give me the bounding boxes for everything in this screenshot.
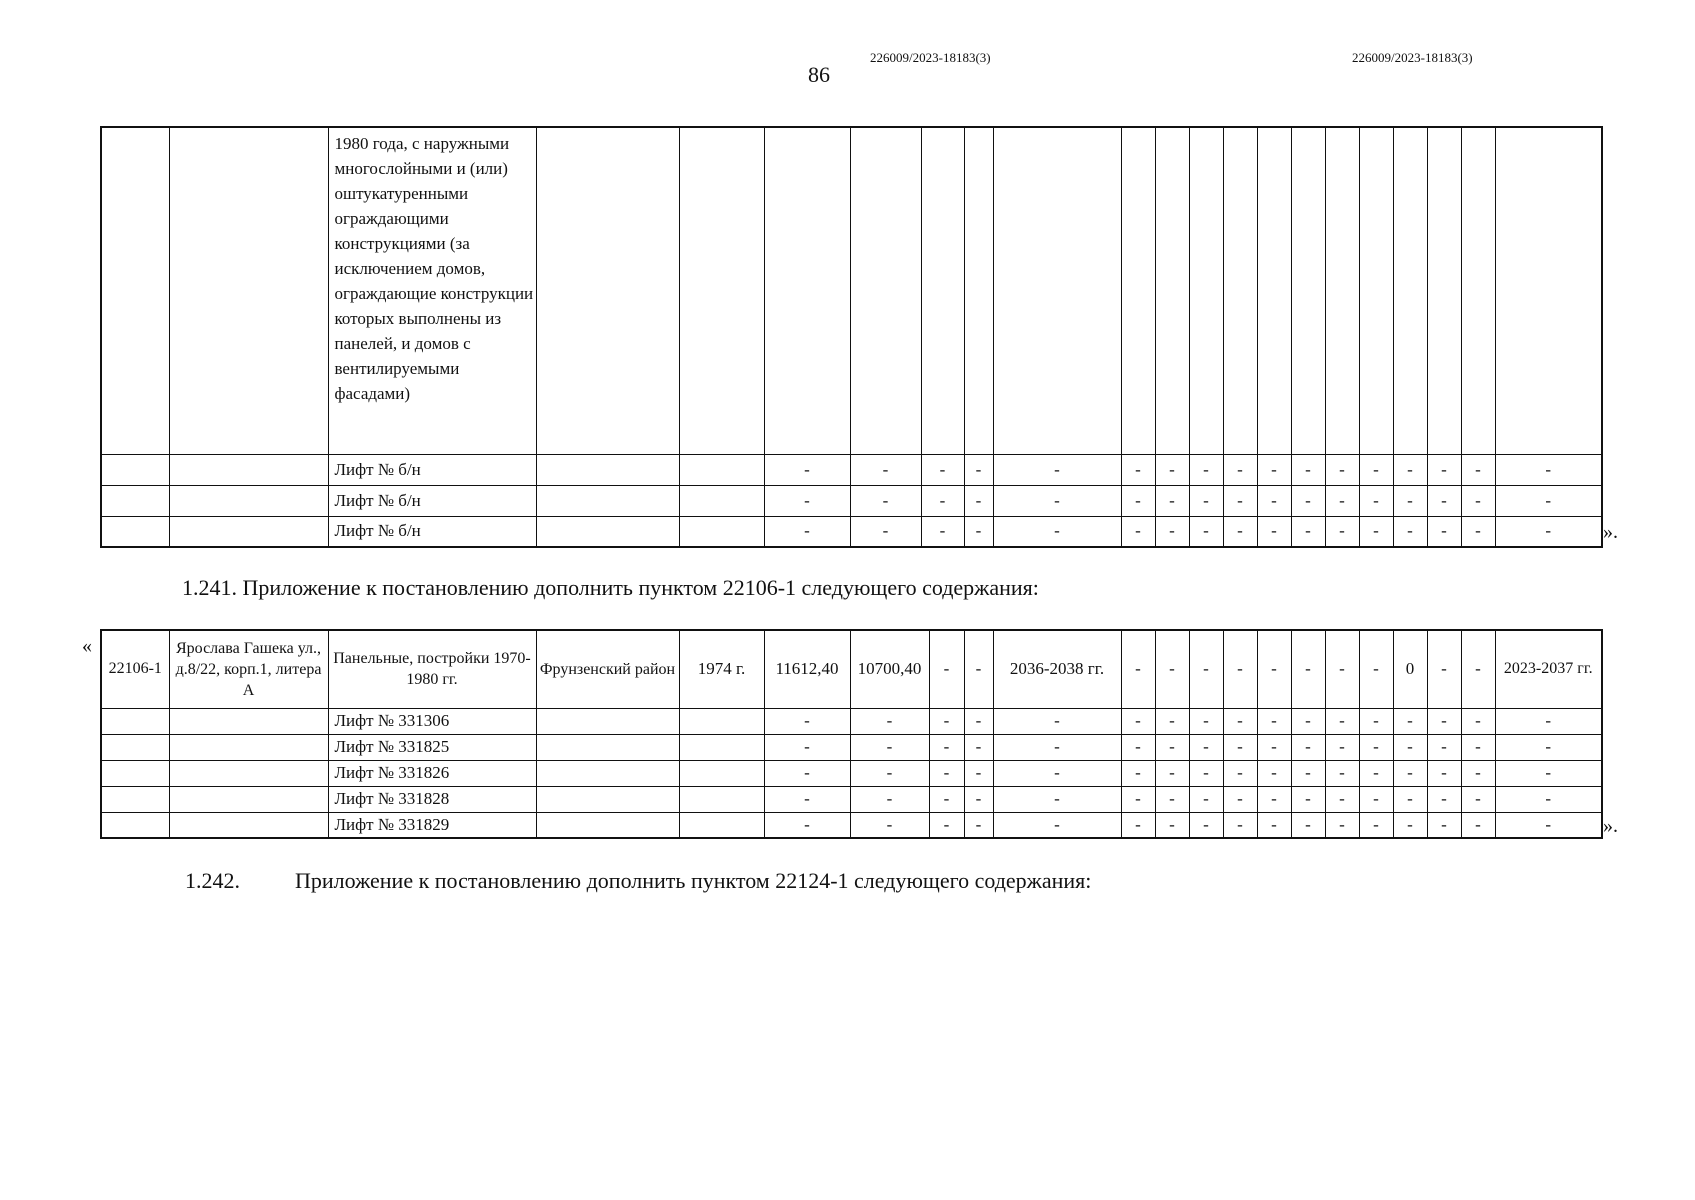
dash-mark: -: [1223, 760, 1257, 786]
dash-mark: -: [1223, 708, 1257, 734]
dash-mark: -: [1155, 454, 1189, 485]
table-cell: [1223, 127, 1257, 454]
dash-mark: -: [850, 812, 929, 838]
table-cell: [169, 485, 328, 516]
table-cell: [101, 812, 169, 838]
dash-mark: -: [1291, 516, 1325, 547]
table-cell: [1121, 127, 1155, 454]
dash-mark: -: [1495, 516, 1602, 547]
dash-mark: -: [1189, 708, 1223, 734]
dash-mark: -: [1257, 516, 1291, 547]
dash-mark: -: [1359, 516, 1393, 547]
dash-mark: -: [1427, 485, 1461, 516]
dash-mark: -: [1121, 734, 1155, 760]
dash-mark: -: [1223, 516, 1257, 547]
lift-row: [101, 760, 1602, 786]
dash-mark: -: [764, 708, 850, 734]
dash-mark: -: [921, 454, 964, 485]
work-cell: -: [1189, 630, 1223, 708]
dash-mark: -: [1257, 786, 1291, 812]
table-cell: [964, 127, 993, 454]
dash-mark: -: [1359, 760, 1393, 786]
closing-quote: ».: [1603, 815, 1618, 837]
dash-mark: -: [964, 454, 993, 485]
dash-mark: -: [929, 812, 964, 838]
table-cell: [101, 760, 169, 786]
dash-mark: -: [964, 812, 993, 838]
table-cell: [993, 127, 1121, 454]
table-cell: [1495, 127, 1602, 454]
dash-mark: -: [993, 812, 1121, 838]
table-cell: [101, 708, 169, 734]
dash-mark: -: [993, 760, 1121, 786]
build-year-cell: 1974 г.: [679, 630, 764, 708]
dash-mark: -: [1155, 812, 1189, 838]
table-cell: [679, 708, 764, 734]
dash-mark: -: [1291, 812, 1325, 838]
dash-mark: -: [1495, 454, 1602, 485]
dash-mark: -: [1189, 786, 1223, 812]
living-area-cell: 10700,40: [850, 630, 929, 708]
dash-mark: -: [1359, 786, 1393, 812]
table-cell: [101, 454, 169, 485]
dash-mark: -: [1461, 786, 1495, 812]
dash-mark: -: [1325, 786, 1359, 812]
dash-mark: -: [1155, 760, 1189, 786]
lift-label: Лифт № 331826: [328, 760, 536, 786]
dash-mark: -: [993, 485, 1121, 516]
dash-mark: -: [1427, 454, 1461, 485]
dash-mark: -: [1121, 812, 1155, 838]
lift-row: [101, 812, 1602, 838]
table-cell: [536, 786, 679, 812]
table-cell: [536, 127, 679, 454]
table-cell: [101, 786, 169, 812]
dash-mark: -: [1359, 485, 1393, 516]
table-cell: [101, 516, 169, 547]
closing-quote: ».: [1603, 521, 1618, 543]
dash-mark: -: [1393, 454, 1427, 485]
dash-mark: -: [1325, 812, 1359, 838]
dash-mark: -: [1189, 812, 1223, 838]
period-cell: 2036-2038 гг.: [993, 630, 1121, 708]
dash-mark: -: [1393, 485, 1427, 516]
table-cell: [536, 454, 679, 485]
dash-mark: -: [1495, 708, 1602, 734]
table-cell: [169, 812, 328, 838]
dash-mark: -: [1495, 812, 1602, 838]
dash-mark: -: [1461, 734, 1495, 760]
dash-mark: -: [1461, 760, 1495, 786]
dash-mark: -: [1325, 516, 1359, 547]
dash-mark: -: [1393, 708, 1427, 734]
dash-mark: -: [1461, 812, 1495, 838]
continuation-table: [100, 126, 1603, 548]
dash-mark: -: [921, 485, 964, 516]
dash-mark: -: [1325, 454, 1359, 485]
dash-mark: -: [921, 516, 964, 547]
dash-mark: -: [1121, 708, 1155, 734]
dash-mark: -: [1325, 760, 1359, 786]
table-cell: [679, 812, 764, 838]
dash-mark: -: [1291, 454, 1325, 485]
table-cell: [679, 786, 764, 812]
dash-mark: -: [1359, 734, 1393, 760]
work-cell: 0: [1393, 630, 1427, 708]
continued-description-cell: 1980 года, с наружными многослойными и (или) оштукатуренными ограждающими конструкциями (за исключением домов, ограждающие конструкции которых выполнены из панелей, и домов с вентилируемыми фасадами): [328, 127, 536, 454]
paragraph-1242-number: 1.242.: [185, 868, 240, 893]
address-cell: Ярослава Гашека ул., д.8/22, корп.1, литера А: [169, 630, 328, 708]
dash-mark: -: [1189, 734, 1223, 760]
dash-mark: -: [1495, 786, 1602, 812]
table-cell: [1291, 127, 1325, 454]
table-cell: [536, 760, 679, 786]
table-cell: [679, 760, 764, 786]
dash-mark: -: [850, 516, 921, 547]
dash-mark: -: [1189, 454, 1223, 485]
dash-mark: -: [1291, 734, 1325, 760]
table-cell: [679, 454, 764, 485]
dash-mark: -: [1121, 516, 1155, 547]
lift-label: Лифт № 331829: [328, 812, 536, 838]
table-cell: [169, 454, 328, 485]
dash-mark: -: [993, 454, 1121, 485]
dash-mark: -: [764, 760, 850, 786]
dash-mark: -: [1427, 786, 1461, 812]
dash-mark: -: [1155, 708, 1189, 734]
table-cell: [679, 127, 764, 454]
dash-mark: -: [1393, 786, 1427, 812]
work-cell: -: [1155, 630, 1189, 708]
paragraph-1241: 1.241. Приложение к постановлению дополнить пунктом 22106-1 следующего содержания:: [182, 575, 1039, 600]
dash-mark: -: [850, 786, 929, 812]
table-cell: [536, 812, 679, 838]
table-cell: [169, 516, 328, 547]
dash-mark: -: [1291, 708, 1325, 734]
lift-label: Лифт № б/н: [328, 454, 536, 485]
work-cell: -: [1223, 630, 1257, 708]
table-cell: [850, 127, 921, 454]
dash-mark: -: [850, 734, 929, 760]
dash-mark: -: [1223, 786, 1257, 812]
dash-mark: -: [1427, 812, 1461, 838]
dash-mark: -: [1189, 516, 1223, 547]
dash-mark: -: [1427, 516, 1461, 547]
dash-mark: -: [764, 485, 850, 516]
table-cell: [536, 734, 679, 760]
dash-mark: -: [1291, 786, 1325, 812]
dash-mark: -: [929, 734, 964, 760]
work-cell: -: [1291, 630, 1325, 708]
dash-mark: -: [1393, 516, 1427, 547]
dash-mark: -: [1359, 454, 1393, 485]
lift-row: [101, 485, 1602, 516]
dash-mark: -: [929, 760, 964, 786]
dash-mark: -: [1461, 708, 1495, 734]
dash-mark: -: [1121, 485, 1155, 516]
lift-row: [101, 786, 1602, 812]
dash-mark: -: [1257, 760, 1291, 786]
work-cell: -: [1427, 630, 1461, 708]
dash-mark: -: [1257, 812, 1291, 838]
table-cell: [536, 516, 679, 547]
lift-label: Лифт № 331306: [328, 708, 536, 734]
dash-mark: -: [1223, 485, 1257, 516]
table-cell: [101, 127, 169, 454]
table-cell: [169, 760, 328, 786]
dash-mark: -: [764, 812, 850, 838]
dash-mark: -: [993, 516, 1121, 547]
document-id-right: 226009/2023-18183(3): [1352, 50, 1473, 65]
dash-mark: -: [1461, 454, 1495, 485]
work-cell: -: [1359, 630, 1393, 708]
dash-mark: -: [1495, 485, 1602, 516]
document-id-left: 226009/2023-18183(3): [870, 50, 991, 65]
dash-mark: -: [1223, 812, 1257, 838]
table-cell: [921, 127, 964, 454]
dash-mark: -: [764, 454, 850, 485]
lift-label: Лифт № б/н: [328, 485, 536, 516]
dash-mark: -: [1155, 786, 1189, 812]
table-cell: [1359, 127, 1393, 454]
table-cell: [101, 485, 169, 516]
dash-mark: -: [1121, 454, 1155, 485]
page-number: 86: [808, 62, 830, 87]
dash-mark: -: [764, 786, 850, 812]
dash-mark: -: [1155, 485, 1189, 516]
appendix-item-table: [100, 629, 1603, 839]
work-cell: -: [1257, 630, 1291, 708]
table-cell: [764, 127, 850, 454]
lift-label: Лифт № б/н: [328, 516, 536, 547]
lift-label: Лифт № 331825: [328, 734, 536, 760]
dash-mark: -: [850, 760, 929, 786]
dash-mark: -: [1257, 734, 1291, 760]
dash-mark: -: [1393, 734, 1427, 760]
table-cell: -: [929, 630, 964, 708]
dash-mark: -: [1189, 485, 1223, 516]
opening-quote: «: [82, 635, 92, 657]
dash-mark: -: [1189, 760, 1223, 786]
dash-mark: -: [1291, 485, 1325, 516]
dash-mark: -: [929, 708, 964, 734]
dash-mark: -: [1121, 760, 1155, 786]
dash-mark: -: [764, 516, 850, 547]
table-cell: [679, 516, 764, 547]
dash-mark: -: [850, 708, 929, 734]
dash-mark: -: [964, 786, 993, 812]
table-cell: [169, 127, 328, 454]
dash-mark: -: [964, 485, 993, 516]
building-type-cell: Панельные, постройки 1970-1980 гг.: [328, 630, 536, 708]
table-cell: [101, 734, 169, 760]
plan-period-cell: 2023-2037 гг.: [1495, 630, 1602, 708]
dash-mark: -: [993, 786, 1121, 812]
table-cell: [1461, 127, 1495, 454]
dash-mark: -: [964, 760, 993, 786]
dash-mark: -: [850, 485, 921, 516]
work-cell: -: [1325, 630, 1359, 708]
table-cell: [169, 708, 328, 734]
dash-mark: -: [1257, 485, 1291, 516]
dash-mark: -: [929, 786, 964, 812]
table-cell: [1393, 127, 1427, 454]
dash-mark: -: [1257, 454, 1291, 485]
work-cell: -: [1121, 630, 1155, 708]
table-cell: [536, 485, 679, 516]
paragraph-1242-text: Приложение к постановлению дополнить пунктом 22124-1 следующего содержания:: [295, 868, 1092, 893]
dash-mark: -: [1427, 760, 1461, 786]
dash-mark: -: [1325, 734, 1359, 760]
dash-mark: -: [1257, 708, 1291, 734]
lift-row: [101, 708, 1602, 734]
dash-mark: -: [993, 708, 1121, 734]
lift-row: [101, 454, 1602, 485]
dash-mark: -: [1393, 812, 1427, 838]
lift-row: [101, 516, 1602, 547]
table-cell: [536, 708, 679, 734]
dash-mark: -: [1427, 734, 1461, 760]
dash-mark: -: [764, 734, 850, 760]
table-cell: [169, 786, 328, 812]
dash-mark: -: [1461, 516, 1495, 547]
dash-mark: -: [1359, 812, 1393, 838]
table-cell: [679, 734, 764, 760]
dash-mark: -: [1155, 734, 1189, 760]
lift-row: [101, 734, 1602, 760]
dash-mark: -: [1495, 760, 1602, 786]
table-cell: [1257, 127, 1291, 454]
dash-mark: -: [1495, 734, 1602, 760]
table-cell: [1155, 127, 1189, 454]
lift-label: Лифт № 331828: [328, 786, 536, 812]
table-cell: [1189, 127, 1223, 454]
table-cell: [679, 485, 764, 516]
table-cell: [1427, 127, 1461, 454]
dash-mark: -: [1121, 786, 1155, 812]
dash-mark: -: [964, 516, 993, 547]
dash-mark: -: [964, 708, 993, 734]
work-cell: -: [1461, 630, 1495, 708]
item-number: 22106-1: [101, 630, 169, 708]
dash-mark: -: [1223, 734, 1257, 760]
dash-mark: -: [1223, 454, 1257, 485]
dash-mark: -: [850, 454, 921, 485]
district-cell: Фрунзенский район: [536, 630, 679, 708]
dash-mark: -: [1461, 485, 1495, 516]
table-cell: [1325, 127, 1359, 454]
dash-mark: -: [1325, 708, 1359, 734]
dash-mark: -: [993, 734, 1121, 760]
dash-mark: -: [1155, 516, 1189, 547]
dash-mark: -: [1427, 708, 1461, 734]
dash-mark: -: [1393, 760, 1427, 786]
continued-description-row: [101, 127, 1602, 454]
table-row: [101, 630, 1602, 708]
table-cell: [169, 734, 328, 760]
total-area-cell: 11612,40: [764, 630, 850, 708]
dash-mark: -: [1325, 485, 1359, 516]
table-cell: -: [964, 630, 993, 708]
dash-mark: -: [964, 734, 993, 760]
dash-mark: -: [1291, 760, 1325, 786]
dash-mark: -: [1359, 708, 1393, 734]
